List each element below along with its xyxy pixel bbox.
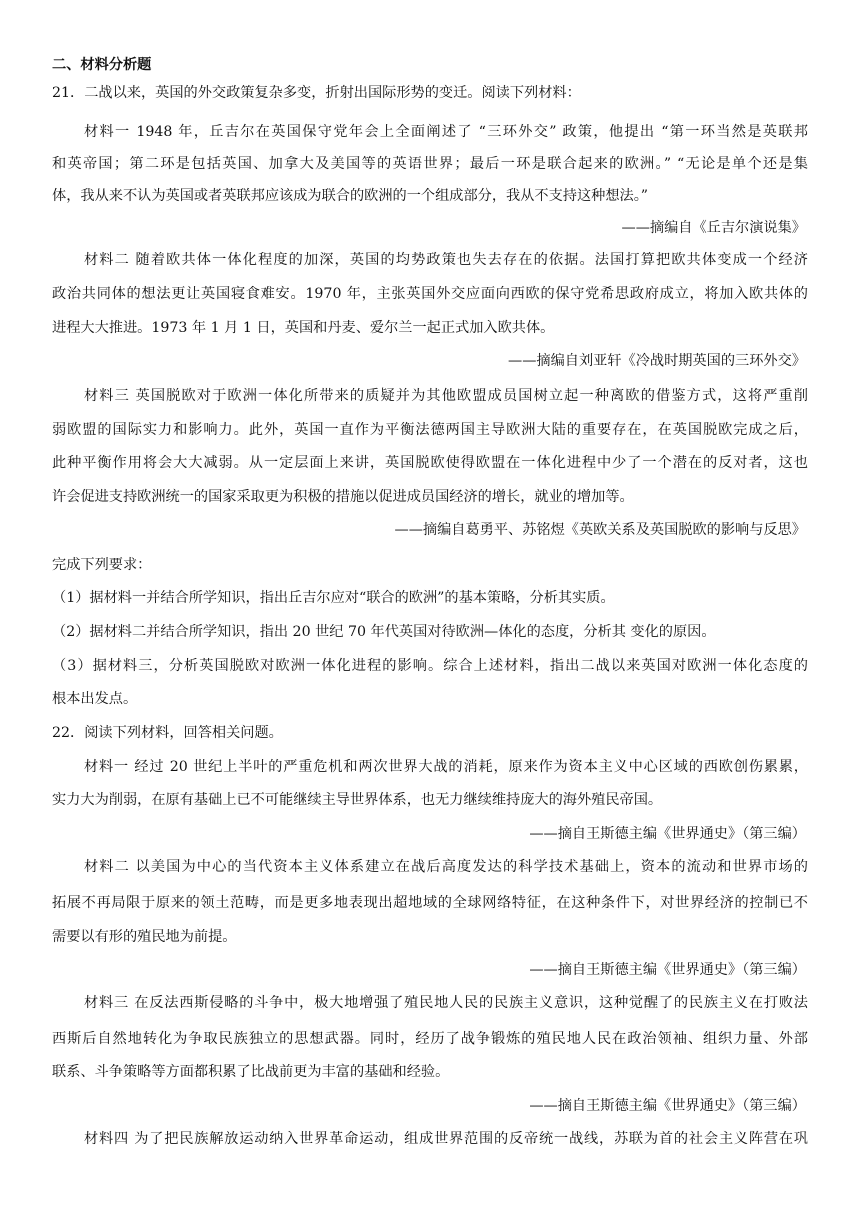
- q22-material-1-source: ——摘自王斯德主编《世界通史》（第三编）: [529, 826, 806, 842]
- q22-material-1-line-1: 材料一 经过 20 世纪上半叶的严重危机和两次世界大战的消耗，原来作为资本主义中心区域的西欧创伤累累，: [84, 759, 808, 775]
- q21-requirement-2: （2）据材料二并结合所学知识，指出 20 世纪 70 年代英国对待欧洲—体化的态度，分析其 变化的原因。: [52, 624, 716, 640]
- q21-stem: 21．二战以来，英国的外交政策复杂多变，折射出国际形势的变迁。阅读下列材料：: [52, 85, 581, 101]
- q21-requirements-heading: 完成下列要求：: [52, 557, 152, 573]
- q22-material-3-line-1: 材料三 在反法西斯侵略的斗争中，极大地增强了殖民地人民的民族主义意识，这种觉醒了的民族主义在打败法: [84, 995, 808, 1011]
- q21-requirement-3-line-1: （3）据材料三，分析英国脱欧对欧洲一体化进程的影响。综合上述材料，指出二战以来英国对欧洲一体化态度的: [52, 658, 808, 674]
- q21-material-2-line-3: 进程大大推进。1973 年 1 月 1 日，英国和丹麦、爱尔兰一起正式加入欧共体。: [52, 320, 555, 336]
- q22-material-2-line-2: 拓展不再局限于原来的领土范畴，而是更多地表现出超地域的全球网络特征，在这种条件下，对世界经济的控制已不: [52, 895, 808, 911]
- q22-material-3-source: ——摘自王斯德主编《世界通史》（第三编）: [529, 1098, 806, 1114]
- q21-material-2-line-1: 材料二 随着欧共体一体化程度的加深，英国的均势政策也失去存在的依据。法国打算把欧共体变成一个经济: [84, 252, 808, 268]
- q22-material-3-line-3: 联系、斗争策略等方面都积累了比战前更为丰富的基础和经验。: [52, 1064, 450, 1080]
- q22-material-3-line-2: 西斯后自然地转化为争取民族独立的思想武器。同时，经历了战争锻炼的殖民地人民在政治领袖、组织力量、外部: [52, 1031, 808, 1047]
- q21-material-3-line-2: 弱欧盟的国际实力和影响力。此外，英国一直作为平衡法德两国主导欧洲大陆的重要存在，在英国脱欧完成之后，: [52, 422, 808, 438]
- q21-material-1-source: ——摘编自《丘吉尔演说集》: [621, 220, 806, 236]
- q22-material-4-line-1: 材料四 为了把民族解放运动纳入世界革命运动，组成世界范围的反帝统一战线，苏联为首的社会主义阵营在巩: [84, 1131, 808, 1147]
- q21-requirement-3-line-2: 根本出发点。: [52, 691, 138, 707]
- q21-material-3-line-3: 此种平衡作用将会大大减弱。从一定层面上来讲，英国脱欧使得欧盟在一体化进程中少了一个潜在的反对者，这也: [52, 455, 808, 471]
- q22-material-2-line-3: 需要以有形的殖民地为前提。: [52, 929, 237, 945]
- section-title: 二、材料分析题: [52, 57, 152, 73]
- q21-material-2-source: ——摘编自刘亚轩《冷战时期英国的三环外交》: [508, 353, 806, 369]
- q21-material-1-line-1: 材料一 1948 年，丘吉尔在英国保守党年会上全面阐述了 “三环外交” 政策，他提出 “第一环当然是英联邦: [84, 124, 808, 140]
- q21-material-2-line-2: 政治共同体的想法更让英国寝食难安。1970 年，主张英国外交应面向西欧的保守党希思政府成立，将加入欧共体的: [52, 286, 808, 302]
- q22-stem: 22．阅读下列材料，回答相关问题。: [52, 725, 283, 741]
- q21-material-1-line-3: 体，我从来不认为英国或者英联邦应该成为联合的欧洲的一个组成部分，我从不支持这种想法。”: [52, 188, 649, 204]
- q22-material-2-source: ——摘自王斯德主编《世界通史》（第三编）: [529, 962, 806, 978]
- q21-material-3-line-4: 许会促进支持欧洲统一的国家采取更为积极的措施以促进成员国经济的增长，就业的增加等。: [52, 489, 634, 505]
- q21-requirement-1: （1）据材料一并结合所学知识，指出丘吉尔应对“联合的欧洲”的基本策略，分析其实质。: [52, 590, 615, 606]
- q21-material-1-line-2: 和英帝国；第二环是包括英国、加拿大及美国等的英语世界；最后一环是联合起来的欧洲。” “无论是单个还是集: [52, 156, 808, 172]
- q21-material-3-line-1: 材料三 英国脱欧对于欧洲一体化所带来的质疑并为其他欧盟成员国树立起一种离欧的借鉴方式，这将严重削: [84, 388, 808, 404]
- q22-material-1-line-2: 实力大为削弱，在原有基础上已不可能继续主导世界体系，也无力继续维持庞大的海外殖民帝国。: [52, 792, 663, 808]
- q22-material-2-line-1: 材料二 以美国为中心的当代资本主义体系建立在战后高度发达的科学技术基础上，资本的流动和世界市场的: [84, 859, 808, 875]
- q21-material-3-source: ——摘编自葛勇平、苏铭煜《英欧关系及英国脱欧的影响与反思》: [394, 522, 806, 538]
